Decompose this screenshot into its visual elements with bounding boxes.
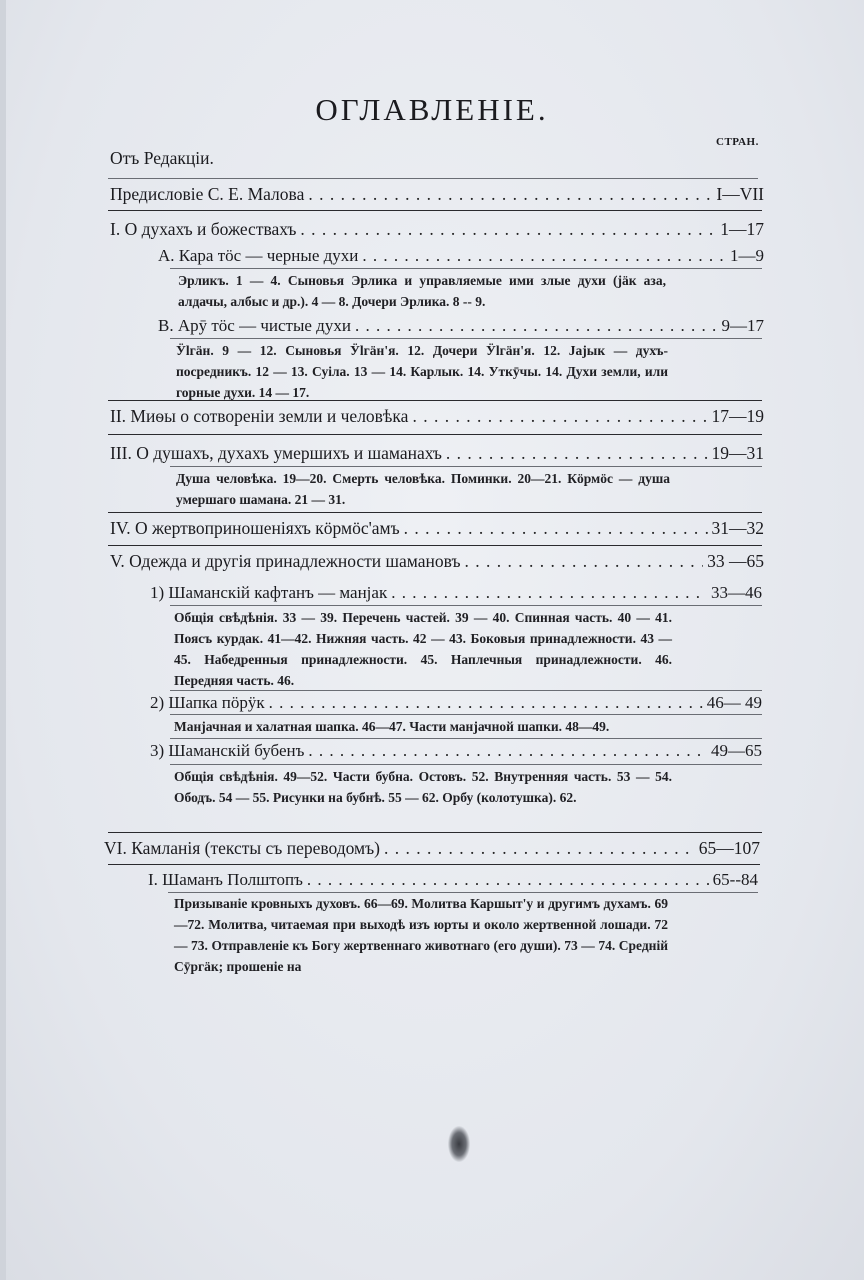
toc-entry-section-6-1 (148, 870, 758, 890)
divider (108, 864, 760, 865)
leader-dots (384, 838, 695, 859)
divider (170, 338, 762, 339)
entry-pages: 33 —65 (707, 551, 764, 571)
entry-label: А. Кара тöс — черные духи (158, 246, 359, 265)
divider (170, 764, 762, 765)
divider (108, 400, 762, 401)
toc-entry-section-5-1 (150, 583, 762, 603)
divider (108, 512, 762, 513)
leader-dots (308, 184, 712, 205)
entry-pages: 65—107 (698, 838, 760, 858)
toc-entry-preface (110, 184, 764, 205)
entry-pages: 19—31 (711, 443, 764, 463)
leader-dots (391, 583, 707, 603)
divider (170, 714, 762, 715)
toc-entry-section-2 (110, 406, 764, 427)
toc-entry-section-6 (104, 838, 760, 859)
leader-dots (355, 316, 718, 336)
divider (170, 690, 762, 691)
divider (108, 178, 758, 179)
divider (170, 738, 762, 739)
entry-pages: 65--84 (712, 870, 758, 889)
entry-label: I. О духахъ и божествахъ (110, 219, 297, 239)
entry-label: 3) Шаманскій бубенъ (150, 741, 305, 760)
entry-description: Эрликъ. 1 — 4. Сыновья Эрлика и управляемые ими злые духи (jäк аза, алдачы, албыс и др.). 4 — 8. Дочери Эрлика. 8 -- 9. (178, 273, 666, 309)
toc-entry-section-1a (158, 246, 764, 266)
toc-entry-section-5 (110, 551, 764, 572)
entry-label: IV. О жертвоприношеніяхъ кöрмöс'амъ (110, 518, 400, 538)
toc-entry-section-4 (110, 518, 764, 539)
entry-pages: 17—19 (711, 406, 764, 426)
toc-entry-section-5-2 (150, 693, 762, 713)
page-edge (0, 0, 6, 1280)
entry-label: II. Миѳы о сотвореніи земли и человѣка (110, 406, 409, 426)
divider (108, 210, 762, 211)
divider (108, 545, 762, 546)
leader-dots (446, 443, 708, 464)
page-title: ОГЛАВЛЕНІЕ. (315, 92, 549, 127)
entry-label: III. О душахъ, духахъ умершихъ и шаманахъ (110, 443, 442, 463)
leader-dots (404, 518, 708, 539)
entry-pages: 1—17 (720, 219, 764, 239)
leader-dots (465, 551, 704, 572)
leader-dots (307, 870, 709, 890)
entry-pages: 46— 49 (706, 693, 762, 712)
entry-description: Общія свѣдѣнія. 33 — 39. Перечень частей. 39 — 40. Спинная часть. 40 — 41. Поясъ курдак. 41—42. Нижняя часть. 42 — 43. Боковыя принадлежности. 43 — 45. Набедренныя принадлежности. 45. Наплечныя принадлежности. 46. Передняя часть. 46. (174, 610, 672, 688)
toc-entry-section-1 (110, 219, 764, 240)
leader-dots (269, 693, 703, 713)
divider (108, 434, 762, 435)
entry-pages: 1—9 (730, 246, 764, 265)
toc-entry-editorial (110, 148, 760, 169)
divider (170, 268, 762, 269)
entry-description: Манјачная и халатная шапка. 46—47. Части манјачной шапки. 48—49. (174, 719, 610, 734)
toc-entry-section-1b (158, 316, 764, 336)
divider (170, 605, 762, 606)
entry-label: Отъ Редакціи. (110, 148, 214, 168)
entry-label: 1) Шаманскій кафтанъ — манјак (150, 583, 388, 602)
leader-dots (308, 741, 707, 761)
leader-dots (412, 406, 707, 427)
entry-pages: 9—17 (721, 316, 764, 335)
entry-label: I. Шаманъ Полштопъ (148, 870, 303, 889)
entry-pages: I—VII (716, 184, 764, 204)
entry-description: Душа человѣка. 19—20. Смерть человѣка. Поминки. 20—21. Кöрмöс — душа умершаго шамана. 21 — 31. (176, 471, 670, 507)
page-column-header: СТРАН. (716, 136, 759, 148)
entry-label: VI. Камланія (тексты съ переводомъ) (104, 838, 381, 858)
entry-description: Ӱlгäн. 9 — 12. Сыновья Ӱlгäн'я. 12. Дочери Ӱlгäн'я. 12. Јајык — духъ-посредникъ. 12 — 13. Суіла. 13 — 14. Карлык. 14. Уткӯчы. 14. Духи земли, или горные духи. 14 — 17. (176, 343, 668, 400)
leader-dots (362, 246, 726, 266)
entry-pages: 49—65 (711, 741, 762, 760)
entry-description: Общія свѣдѣнія. 49—52. Части бубна. Остовъ. 52. Внутренняя часть. 53 — 54. Ободъ. 54 — 55. Рисунки на бубнѣ. 55 — 62. Орбу (колотушка). 62. (174, 769, 672, 805)
toc-entry-section-3 (110, 443, 764, 464)
leader-dots (300, 219, 716, 240)
entry-label: 2) Шапка пöрӱк (150, 693, 265, 712)
entry-pages: 33—46 (711, 583, 762, 602)
toc-entry-section-5-3 (150, 741, 762, 761)
ink-smudge (448, 1126, 470, 1162)
entry-description: Призываніе кровныхъ духовъ. 66—69. Молитва Каршыт'у и другимъ духамъ. 69—72. Молитва, читаемая при выходѣ изъ юрты и около жертвенной лошади. 72 — 73. Отправленіе къ Богу жертвеннаго животнаго (его души). 73 — 74. Средній Сӯргäк; прошеніе на (174, 896, 668, 974)
divider (108, 832, 762, 833)
entry-pages: 31—32 (711, 518, 764, 538)
divider (170, 466, 762, 467)
entry-label: V. Одежда и другія принадлежности шамановъ (110, 551, 461, 571)
entry-label: Предисловіе С. Е. Малова (110, 184, 305, 204)
entry-label: В. Арӯ тöс — чистые духи (158, 316, 351, 335)
